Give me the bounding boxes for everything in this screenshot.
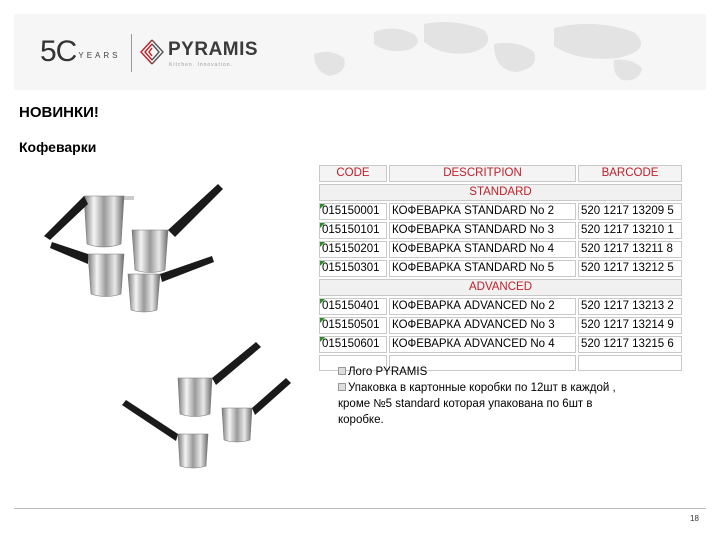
- cell-code: [319, 241, 387, 258]
- cell-code: [319, 317, 387, 334]
- cell-marker: [320, 337, 325, 342]
- cell-code-text: 015150201: [322, 243, 380, 255]
- table-row: [319, 260, 682, 277]
- footer-divider: [14, 508, 706, 509]
- cell-marker: [320, 299, 325, 304]
- column-header-description: DESCRITPION: [389, 165, 576, 182]
- cell-marker: [320, 223, 325, 228]
- cell-code: [319, 336, 387, 353]
- cell-description: КОФЕВАРКА STANDARD No 5: [389, 260, 576, 277]
- cell-barcode: 520 1217 13213 2: [578, 298, 682, 315]
- cell-code: [319, 260, 387, 277]
- cell-barcode: 520 1217 13209 5: [578, 203, 682, 220]
- anniversary-logo: [40, 36, 120, 68]
- packaging-notes: [338, 364, 690, 428]
- table-row: [319, 203, 682, 220]
- note-text: Лого PYRAMIS: [348, 366, 428, 378]
- table-row: [319, 317, 682, 334]
- bullet-icon: [338, 383, 346, 391]
- pyramis-logo-icon: [139, 38, 165, 66]
- cell-description: КОФЕВАРКА STANDARD No 4: [389, 241, 576, 258]
- note-text: Упаковка в картонные коробки по 12шт в каждой ,: [348, 382, 616, 394]
- logo-divider: [131, 34, 132, 72]
- note-continuation: кроме №5 standard которая упакована по 6шт в: [338, 398, 593, 410]
- page-title: НОВИНКИ!: [19, 104, 99, 121]
- table-row: [319, 336, 682, 353]
- cell-marker: [320, 318, 325, 323]
- brand-tagline: Kitchen. Innovation.: [169, 62, 233, 68]
- cell-code-text: 015150001: [322, 205, 380, 217]
- standard-coffee-pots-image: [36, 170, 266, 320]
- cell-barcode: 520 1217 13212 5: [578, 260, 682, 277]
- cell-code: [319, 203, 387, 220]
- table-row: [319, 241, 682, 258]
- cell-description: КОФЕВАРКА STANDARD No 3: [389, 222, 576, 239]
- section-name-standard: STANDARD: [319, 184, 682, 201]
- note-item-packaging: [338, 380, 690, 396]
- cell-code-text: 015150601: [322, 338, 380, 350]
- brand-name: PYRAMIS: [168, 39, 259, 60]
- page-number: 18: [690, 514, 699, 523]
- cell-marker: [320, 204, 325, 209]
- column-header-barcode: BARCODE: [578, 165, 682, 182]
- cell-description: КОФЕВАРКА ADVANCED No 4: [389, 336, 576, 353]
- cell-code: [319, 298, 387, 315]
- table-header-row: [319, 165, 682, 182]
- cell-barcode: 520 1217 13214 9: [578, 317, 682, 334]
- cell-code-text: 015150501: [322, 319, 380, 331]
- section-header-row: [319, 279, 682, 296]
- cell-description: КОФЕВАРКА ADVANCED No 3: [389, 317, 576, 334]
- bullet-icon: [338, 367, 346, 375]
- cell-marker: [320, 242, 325, 247]
- cell-barcode: 520 1217 13211 8: [578, 241, 682, 258]
- cell-barcode: 520 1217 13210 1: [578, 222, 682, 239]
- column-header-code: CODE: [319, 165, 387, 182]
- advanced-coffee-pots-image: [118, 338, 308, 478]
- anniversary-logo-digits: 5C: [40, 35, 77, 68]
- cell-code-text: 015150401: [322, 300, 380, 312]
- cell-marker: [320, 261, 325, 266]
- product-table: [317, 163, 684, 373]
- table-row: [319, 298, 682, 315]
- cell-code: [319, 222, 387, 239]
- table-row: [319, 222, 682, 239]
- note-continuation: коробке.: [338, 414, 384, 426]
- cell-code-text: 015150101: [322, 224, 380, 236]
- cell-barcode: 520 1217 13215 6: [578, 336, 682, 353]
- section-name-advanced: ADVANCED: [319, 279, 682, 296]
- anniversary-logo-years: YEARS: [78, 50, 121, 60]
- page-subtitle: Кофеварки: [19, 139, 97, 155]
- note-item-logo: [338, 364, 690, 380]
- cell-description: КОФЕВАРКА STANDARD No 2: [389, 203, 576, 220]
- header-banner: [14, 14, 706, 90]
- section-header-row: [319, 184, 682, 201]
- cell-code-text: 015150301: [322, 262, 380, 274]
- cell-description: КОФЕВАРКА ADVANCED No 2: [389, 298, 576, 315]
